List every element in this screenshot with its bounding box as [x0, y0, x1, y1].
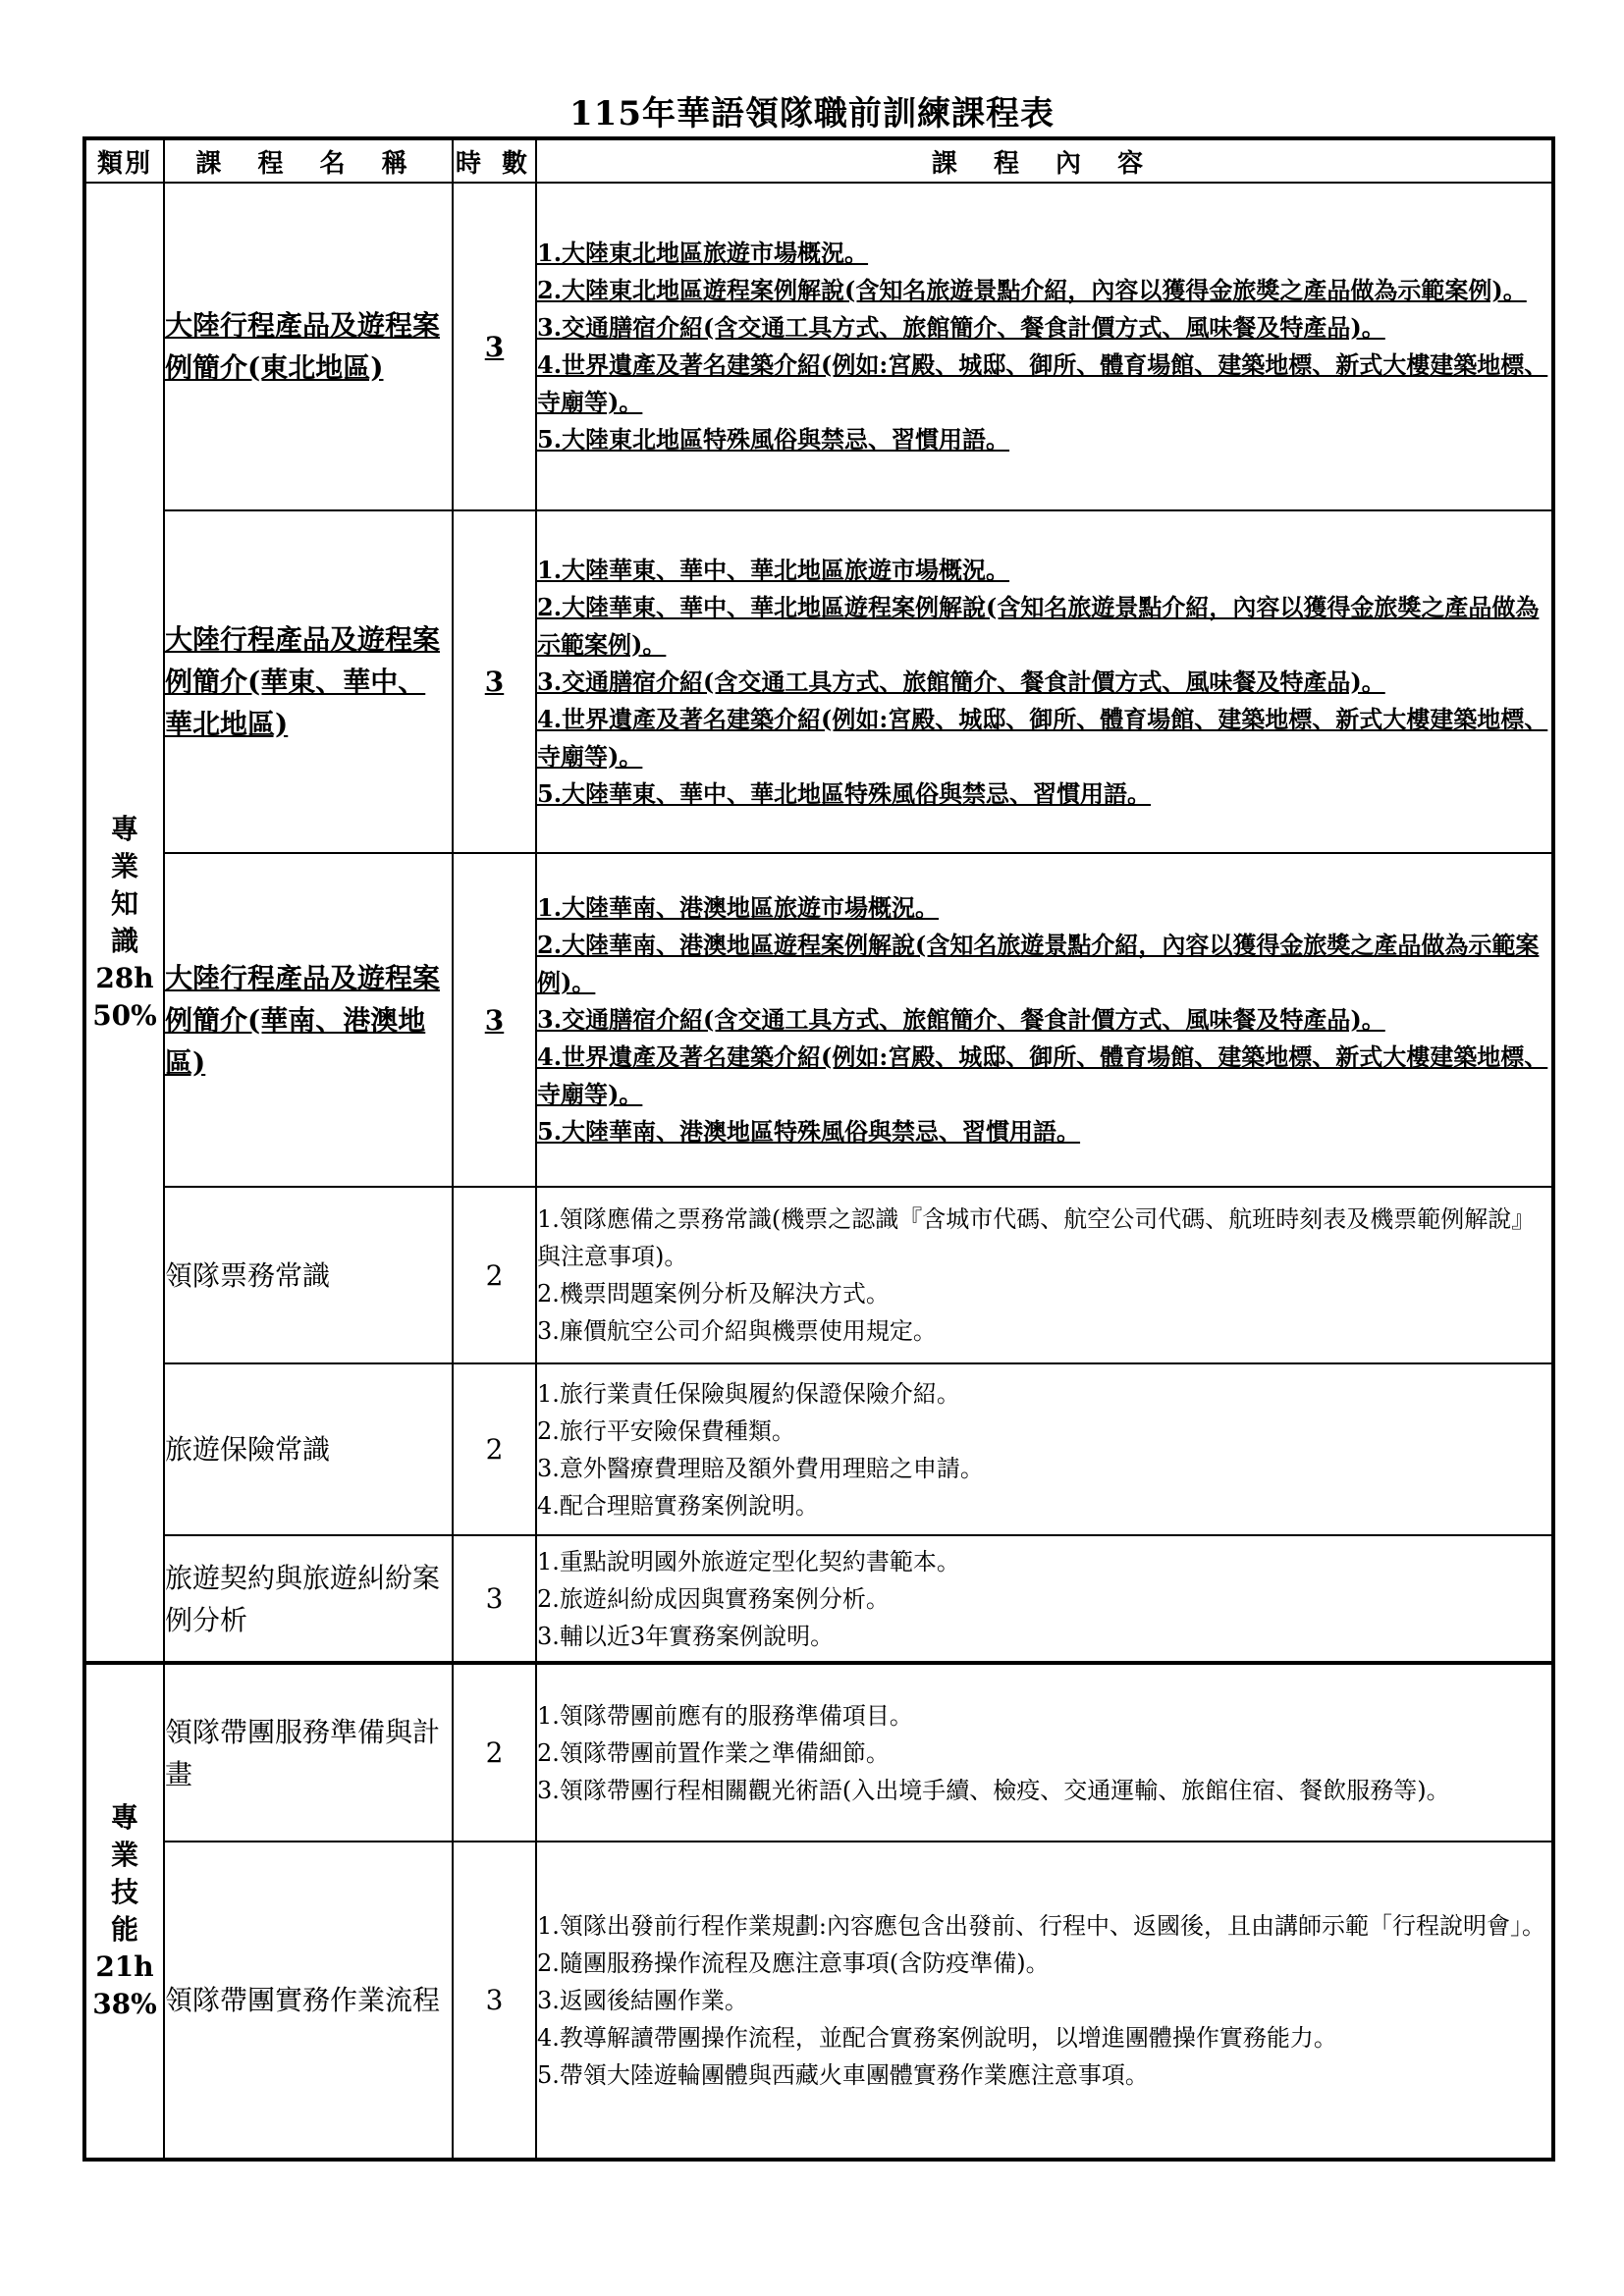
category-hours: 21h: [95, 1950, 154, 1983]
content-line: 2.隨團服務操作流程及應注意事項(含防疫準備)。: [537, 1949, 1050, 1977]
table-row: [84, 1663, 1553, 1842]
content-line: 1.大陸華東、華中、華北地區旅遊市場概況。: [537, 555, 1010, 584]
content-line: 1.重點說明國外旅遊定型化契約書範本。: [537, 1547, 960, 1575]
course-name: 領隊帶團服務準備與計畫: [164, 1663, 453, 1842]
content-line: 2.旅遊糾紛成因與實務案例分析。: [537, 1584, 890, 1613]
content-line: 3.領隊帶團行程相關觀光術語(入出境手續、檢疫、交通運輸、旅館住宿、餐飲服務等)。: [537, 1776, 1450, 1804]
course-content: [536, 1363, 1553, 1535]
course-name: 大陸行程產品及遊程案例簡介(華東、華中、華北地區): [164, 510, 453, 853]
category-cell-skills: [84, 1663, 164, 2160]
content-line: 4.配合理賠實務案例說明。: [537, 1491, 819, 1520]
table-row: [84, 1842, 1553, 2160]
content-line: 3.廉價航空公司介紹與機票使用規定。: [537, 1317, 937, 1345]
course-name: 領隊票務常識: [164, 1187, 453, 1363]
content-line: 4.教導解讀帶團操作流程，並配合實務案例說明，以增進團體操作實務能力。: [537, 2023, 1337, 2052]
table-row: [84, 1187, 1553, 1363]
content-line: 2.大陸華南、港澳地區遊程案例解說(含知名旅遊景點介紹，內容以獲得金旅獎之產品做為示範案例)。: [537, 931, 1540, 996]
course-content: [536, 1187, 1553, 1363]
course-content: [536, 1663, 1553, 1842]
content-line: 3.交通膳宿介紹(含交通工具方式、旅館簡介、餐食計價方式、風味餐及特產品)。: [537, 1005, 1385, 1034]
category-char: 業: [110, 1839, 138, 1871]
category-char: 知: [110, 886, 138, 920]
course-hours: 3: [453, 1535, 536, 1663]
category-cell-knowledge: [84, 183, 164, 1663]
course-hours: 2: [453, 1187, 536, 1363]
category-char: 專: [110, 812, 138, 845]
content-line: 2.大陸華東、華中、華北地區遊程案例解說(含知名旅遊景點介紹，內容以獲得金旅獎之產品做為示範案例)。: [537, 592, 1540, 659]
course-name: 旅遊契約與旅遊糾紛案例分析: [164, 1535, 453, 1663]
course-content: [536, 1842, 1553, 2160]
table-row: [84, 1535, 1553, 1663]
content-line: 1.大陸華南、港澳地區旅遊市場概況。: [537, 893, 940, 922]
category-hours: 28h: [95, 961, 154, 994]
course-table: [82, 136, 1555, 2162]
table-row: [84, 853, 1553, 1187]
category-char: 專: [110, 1801, 138, 1834]
content-line: 1.大陸東北地區旅遊市場概況。: [537, 239, 869, 267]
table-row: [84, 1363, 1553, 1535]
content-line: 4.世界遺產及著名建築介紹(例如:宮殿、城邸、御所、體育場館、建築地標、新式大樓建築地標、寺廟等)。: [537, 704, 1548, 771]
table-row: [84, 183, 1553, 510]
header-content: 課 程 內 容: [536, 138, 1553, 183]
content-line: 1.領隊出發前行程作業規劃:內容應包含出發前、行程中、返國後，且由講師示範「行程說明會」。: [537, 1911, 1545, 1940]
header-category: 類別: [84, 138, 164, 183]
table-row: [84, 510, 1553, 853]
category-char: 能: [110, 1913, 138, 1946]
course-content: [536, 510, 1553, 853]
content-line: 4.世界遺產及著名建築介紹(例如:宮殿、城邸、御所、體育場館、建築地標、新式大樓建築地標、寺廟等)。: [537, 1042, 1548, 1108]
course-hours: 3: [453, 510, 536, 853]
category-char: 識: [110, 924, 138, 957]
course-name: 旅遊保險常識: [164, 1363, 453, 1535]
category-percent: 50%: [92, 998, 157, 1032]
course-hours: 3: [453, 1842, 536, 2160]
content-line: 3.返國後結團作業。: [537, 1986, 748, 2014]
content-line: 2.大陸東北地區遊程案例解說(含知名旅遊景點介紹，內容以獲得金旅獎之產品做為示範案例)。: [537, 276, 1527, 304]
course-name: 大陸行程產品及遊程案例簡介(東北地區): [164, 183, 453, 510]
course-content: [536, 853, 1553, 1187]
content-line: 5.大陸華南、港澳地區特殊風俗與禁忌、習慣用語。: [537, 1117, 1081, 1146]
course-hours: 3: [453, 853, 536, 1187]
content-line: 4.世界遺產及著名建築介紹(例如:宮殿、城邸、御所、體育場館、建築地標、新式大樓建築地標、寺廟等)。: [537, 350, 1548, 416]
content-line: 3.交通膳宿介紹(含交通工具方式、旅館簡介、餐食計價方式、風味餐及特產品)。: [537, 313, 1385, 342]
course-content: [536, 1535, 1553, 1663]
content-line: 3.意外醫療費理賠及額外費用理賠之申請。: [537, 1454, 984, 1482]
content-line: 2.領隊帶團前置作業之準備細節。: [537, 1738, 890, 1767]
content-line: 5.大陸東北地區特殊風俗與禁忌、習慣用語。: [537, 425, 1010, 454]
content-line: 1.領隊應備之票務常識(機票之認識『含城市代碼、航空公司代碼、航班時刻表及機票範例解說』與注意事項)。: [537, 1205, 1536, 1270]
category-char: 技: [110, 1876, 138, 1908]
header-course-name: 課 程 名 稱: [164, 138, 453, 183]
content-line: 1.旅行業責任保險與履約保證保險介紹。: [537, 1379, 960, 1408]
content-line: 5.大陸華東、華中、華北地區特殊風俗與禁忌、習慣用語。: [537, 778, 1152, 808]
content-line: 2.機票問題案例分析及解決方式。: [537, 1280, 890, 1308]
page-title: 115年華語領隊職前訓練課程表: [569, 94, 1055, 133]
content-line: 3.交通膳宿介紹(含交通工具方式、旅館簡介、餐食計價方式、風味餐及特產品)。: [537, 667, 1385, 696]
table-header-row: [84, 138, 1553, 183]
content-line: 3.輔以近3年實務案例說明。: [537, 1622, 835, 1650]
course-content: [536, 183, 1553, 510]
course-name: 大陸行程產品及遊程案例簡介(華南、港澳地區): [164, 853, 453, 1187]
header-hours: 時 數: [453, 138, 536, 183]
category-char: 業: [110, 849, 138, 882]
category-percent: 38%: [92, 1988, 157, 2020]
content-line: 2.旅行平安險保費種類。: [537, 1416, 795, 1445]
course-hours: 2: [453, 1663, 536, 1842]
content-line: 5.帶領大陸遊輪團體與西藏火車團體實務作業應注意事項。: [537, 2060, 1149, 2089]
course-hours: 3: [453, 183, 536, 510]
content-line: 1.領隊帶團前應有的服務準備項目。: [537, 1701, 913, 1730]
course-name: 領隊帶團實務作業流程: [164, 1842, 453, 2160]
course-hours: 2: [453, 1363, 536, 1535]
